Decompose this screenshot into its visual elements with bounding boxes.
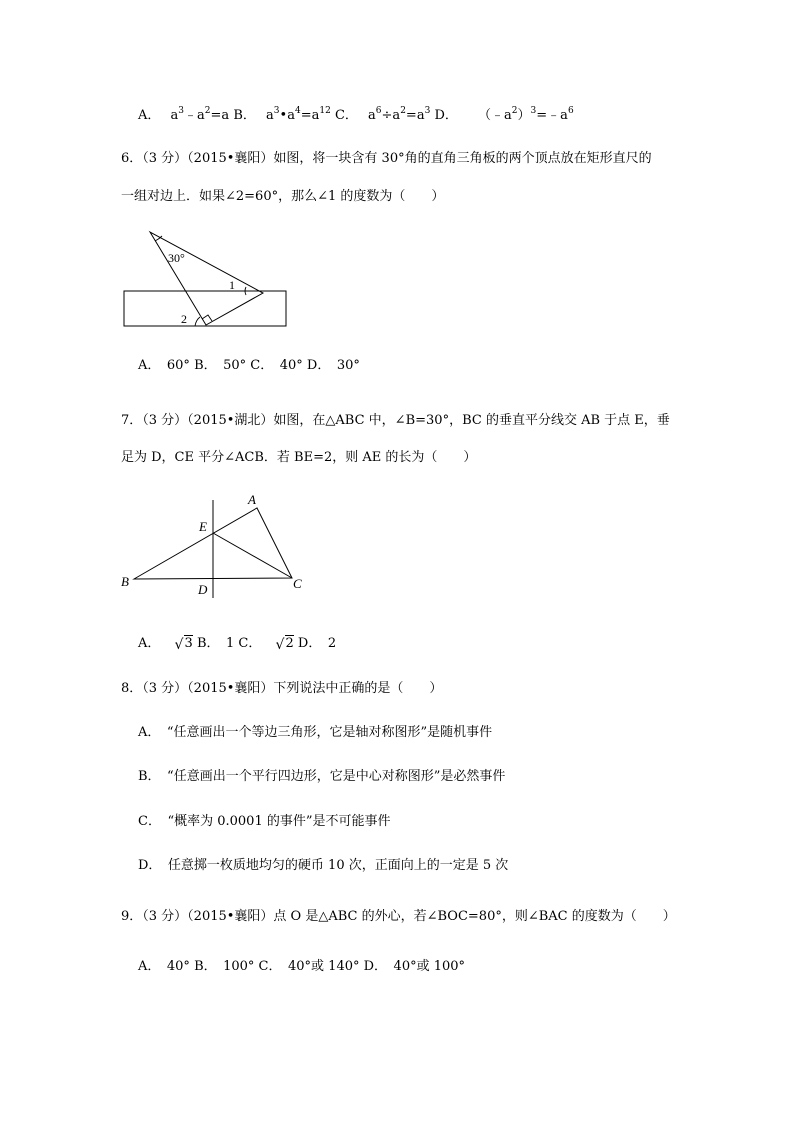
q8-option-d: D． 任意掷一枚质地均匀的硬币 10 次，正面向上的一定是 5 次 [138,858,509,873]
q5-options [138,104,574,123]
q7-options [138,632,336,651]
q5-option-c-letter: C． [334,108,358,123]
q7-sqrt-3: √ 3 [174,636,193,653]
q8-stem: 8．（3 分）（2015•襄阳）下列说法中正确的是（ ） [121,681,443,696]
q5-option-b: $a^3•a^4=a^{12}$ [266,106,331,123]
label-30-degree: 30° [168,251,185,265]
q5-option-c: $a^6\div a^2=a^3$ [368,106,431,123]
label-angle-2: 2 [181,312,187,326]
label-d: D [198,582,208,597]
label-c: C [293,576,302,591]
q7-option-a-letter: A． [138,636,161,651]
radical-icon: √ [275,637,285,653]
q6-figure [115,225,295,335]
q5-option-b-letter: B． [233,108,256,123]
q5-option-a: $a^3﹣a^2=a$ [170,106,230,123]
q5-option-a-letter: A． [138,108,161,123]
segment-ce [213,533,292,578]
q8-option-b: B． “任意画出一个平行四边形，它是中心对称图形”是必然事件 [138,769,506,784]
q8-option-a: A． “任意画出一个等边三角形，它是轴对称图形”是随机事件 [138,725,493,740]
label-b: B [121,574,129,589]
q9-stem: 9．（3 分）（2015•襄阳）点 O 是△ABC 的外心，若∠BOC=80°，则∠BAC 的度数为（ ） [121,909,676,924]
label-a: A [248,492,256,507]
q7-option-d: D． 2 [297,636,337,651]
q5-option-d: $(﹣a^2)^3=﹣a^6$ [478,106,574,123]
q5-option-d-letter: D． [434,108,458,123]
ruler-rectangle [124,291,286,326]
q6-options: A． 60° B． 50° C． 40° D． 30° [138,358,360,373]
radical-icon: √ [174,637,184,653]
q7-option-b-c: B． 1 C． [196,636,262,651]
set-square-triangle [150,232,263,325]
q9-options: A． 40° B． 100° C． 40°或 140° D． 40°或 100° [138,959,466,974]
q7-sqrt-2: √ 2 [275,636,294,653]
q6-stem-line2: 一组对边上．如果∠2=60°，那么∠1 的度数为（ ） [121,189,445,204]
q8-option-c: C． “概率为 0.0001 的事件”是不可能事件 [138,814,391,829]
q7-stem-line2: 足为 D，CE 平分∠ACB．若 BE=2，则 AE 的长为（ ） [121,450,477,465]
q7-stem-line1: 7．（3 分）（2015•湖北）如图，在△ABC 中，∠B=30°，BC 的垂直平分线交 AB 于点 E，垂 [121,413,670,428]
q7-figure [115,488,315,603]
label-angle-1: 1 [229,278,235,292]
q6-stem-line1: 6．（3 分）（2015•襄阳）如图，将一块含有 30°角的直角三角板的两个顶点放在矩形直尺的 [121,151,652,166]
label-e: E [199,519,207,534]
angle-2-arc [195,317,200,326]
